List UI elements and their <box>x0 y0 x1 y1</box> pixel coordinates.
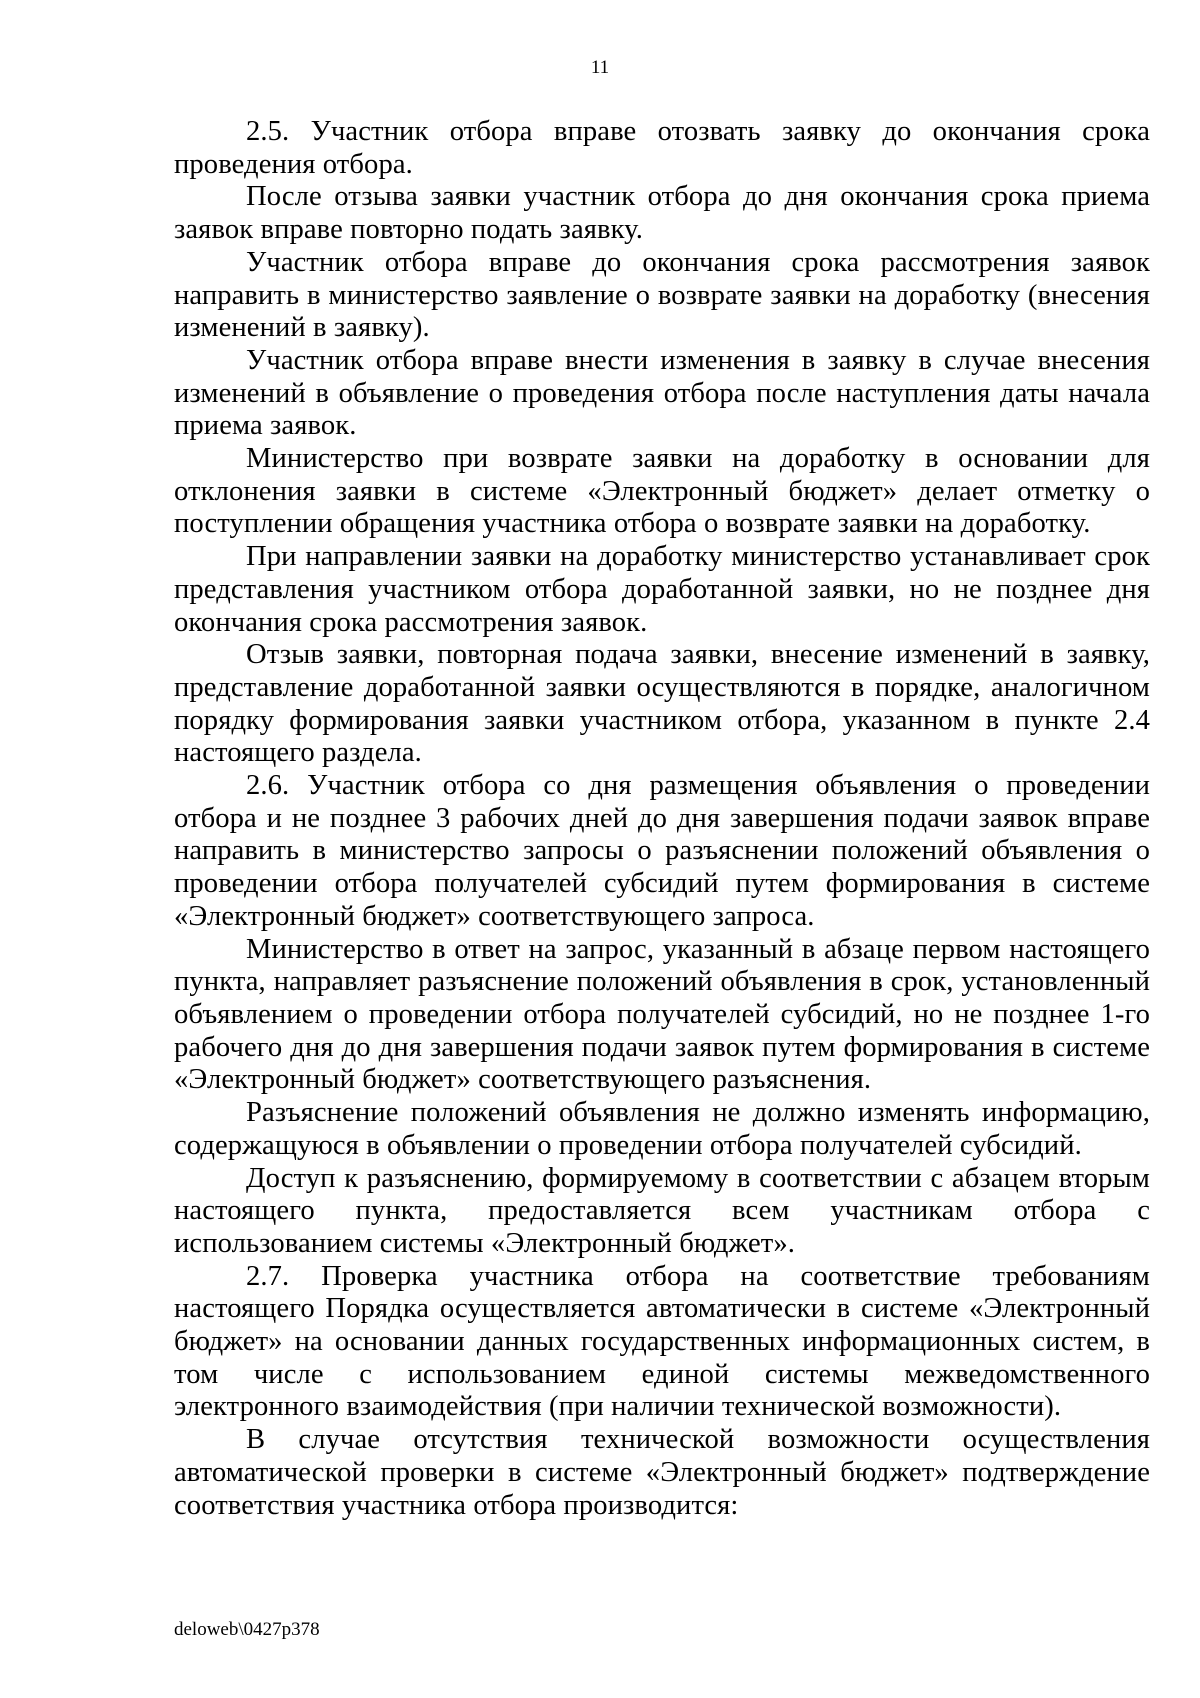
paragraph-2-5: 2.5. Участник отбора вправе отозвать заявку до окончания срока проведения отбора. <box>174 116 1150 180</box>
paragraph-amend: Участник отбора вправе внести изменения в заявку в случае внесения изменений в объявление о проведения отбора после наступления даты начала приема заявок. <box>174 344 1150 442</box>
paragraph-2-7: 2.7. Проверка участника отбора на соответствие требованиям настоящего Порядка осуществляется автоматически в системе «Электронный бюджет» на основании данных государственных информационных систем, в том числе с использованием единой системы межведомственного электронного взаимодействия (при наличии технической возможности). <box>174 1260 1150 1423</box>
paragraph-ministry-mark: Министерство при возврате заявки на доработку в основании для отклонения заявки в системе «Электронный бюджет» делает отметку о поступлении обращения участника отбора о возврате заявки на доработку. <box>174 443 1150 540</box>
paragraph-clarification: Разъяснение положений объявления не должно изменять информацию, содержащуюся в объявлении о проведении отбора получателей субсидий. <box>174 1097 1150 1161</box>
paragraph-procedure: Отзыв заявки, повторная подача заявки, внесение изменений в заявку, представление доработанной заявки осуществляются в порядке, аналогичном порядку формирования заявки участником отбора, указанном в пункте 2.4 настоящего раздела. <box>174 639 1150 769</box>
paragraph-manual-check: В случае отсутствия технической возможности осуществления автоматической проверки в системе «Электронный бюджет» подтверждение соответствия участника отбора производится: <box>174 1424 1150 1521</box>
document-body <box>174 116 1150 1522</box>
paragraph-deadline: При направлении заявки на доработку министерство устанавливает срок представления участником отбора доработанной заявки, но не позднее дня окончания срока рассмотрения заявок. <box>174 541 1150 638</box>
paragraph-ministry-response: Министерство в ответ на запрос, указанный в абзаце первом настоящего пункта, направляет разъяснение положений объявления в срок, установленный объявлением о проведении отбора получателей субсидий, но не позднее 1-го рабочего дня до дня завершения подачи заявок путем формирования в системе «Электронный бюджет» соответствующего разъяснения. <box>174 933 1150 1096</box>
paragraph-access: Доступ к разъяснению, формируемому в соответствии с абзацем вторым настоящего пункта, предоставляется всем участникам отбора с использованием системы «Электронный бюджет». <box>174 1162 1150 1259</box>
page-number: 11 <box>590 57 610 78</box>
footer-doc-code: deloweb\0427p378 <box>174 1619 320 1640</box>
paragraph-return-request: Участник отбора вправе до окончания срока рассмотрения заявок направить в министерство заявление о возврате заявки на доработку (внесения изменений в заявку). <box>174 246 1150 344</box>
paragraph-resubmit: После отзыва заявки участник отбора до дня окончания срока приема заявок вправе повторно подать заявку. <box>174 181 1150 246</box>
paragraph-2-6: 2.6. Участник отбора со дня размещения объявления о проведении отбора и не позднее 3 рабочих дней до дня завершения подачи заявок вправе направить в министерство запросы о разъяснении положений объявления о проведении отбора получателей субсидий путем формирования в системе «Электронный бюджет» соответствующего запроса. <box>174 770 1150 932</box>
